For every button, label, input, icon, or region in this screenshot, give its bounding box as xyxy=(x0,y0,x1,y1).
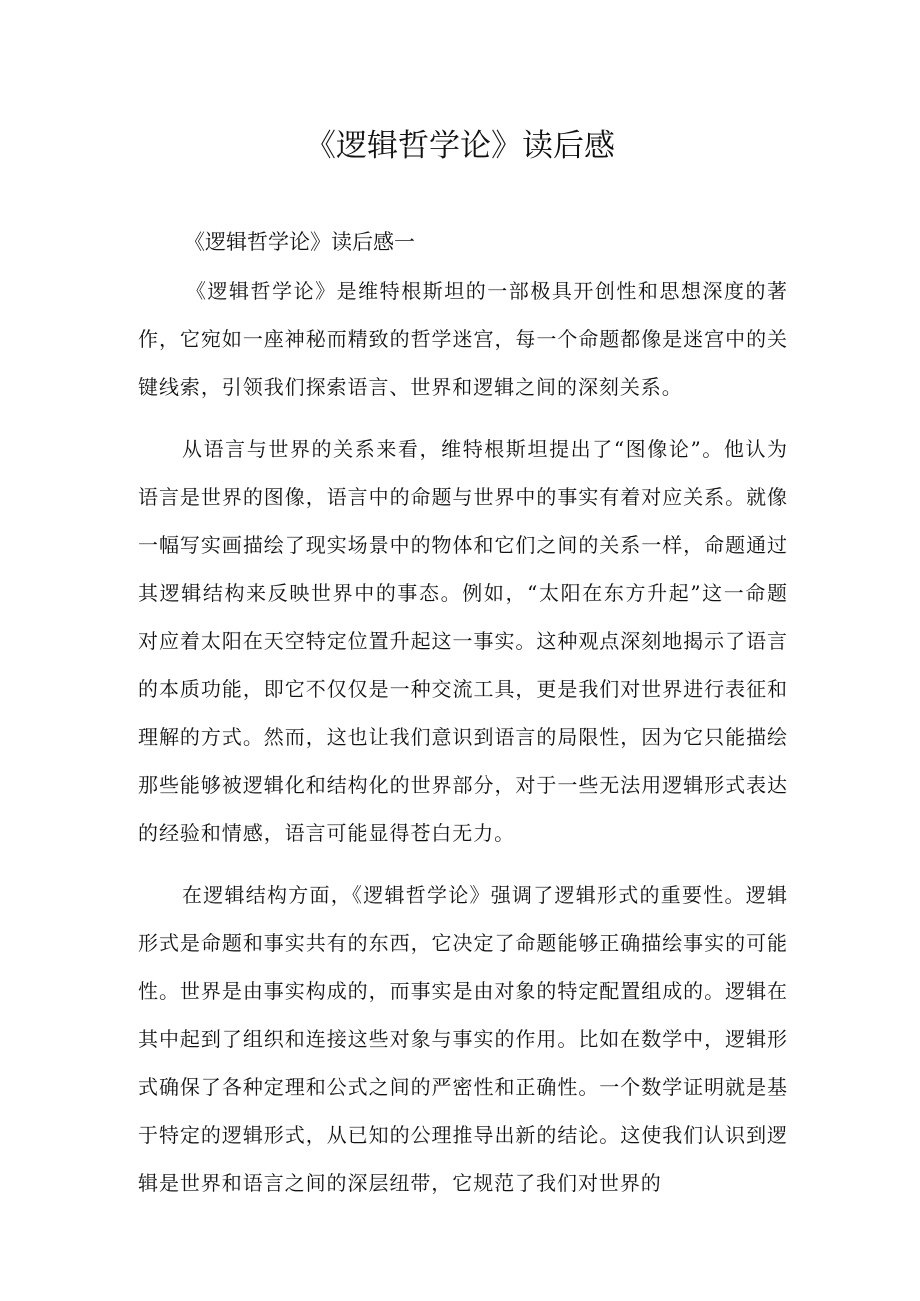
paragraph-logic-structure: 在逻辑结构方面，《逻辑哲学论》强调了逻辑形式的重要性。逻辑形式是命题和事实共有的东西，它决定了命题能够正确描绘事实的可能性。世界是由事实构成的，而事实是由对象的特定配置组成的。逻辑在其中起到了组织和连接这些对象与事实的作用。比如在数学中，逻辑形式确保了各种定理和公式之间的严密性和正确性。一个数学证明就是基于特定的逻辑形式，从已知的公理推导出新的结论。这使我们认识到逻辑是世界和语言之间的深层纽带，它规范了我们对世界的 xyxy=(138,883,788,1195)
paragraph-language-world: 从语言与世界的关系来看，维特根斯坦提出了“图像论”。他认为语言是世界的图像，语言中的命题与世界中的事实有着对应关系。就像一幅写实画描绘了现实场景中的物体和它们之间的关系一样，命题通过其逻辑结构来反映世界中的事态。例如，“太阳在东方升起”这一命题对应着太阳在天空特定位置升起这一事实。这种观点深刻地揭示了语言的本质功能，即它不仅仅是一种交流工具，更是我们对世界进行表征和理解的方式。然而，这也让我们意识到语言的局限性，因为它只能描绘那些能够被逻辑化和结构化的世界部分，对于一些无法用逻辑形式表达的经验和情感，语言可能显得苍白无力。 xyxy=(138,437,788,845)
body-text xyxy=(138,267,788,1221)
paragraph-intro: 《逻辑哲学论》是维特根斯坦的一部极具开创性和思想深度的著作，它宛如一座神秘而精致的哲学迷宫，每一个命题都像是迷宫中的关键线索，引领我们探索语言、世界和逻辑之间的深刻关系。 xyxy=(138,279,788,399)
section-subtitle: 《逻辑哲学论》读后感一 xyxy=(184,230,415,254)
document-title: 《逻辑哲学论》读后感 xyxy=(305,128,615,164)
